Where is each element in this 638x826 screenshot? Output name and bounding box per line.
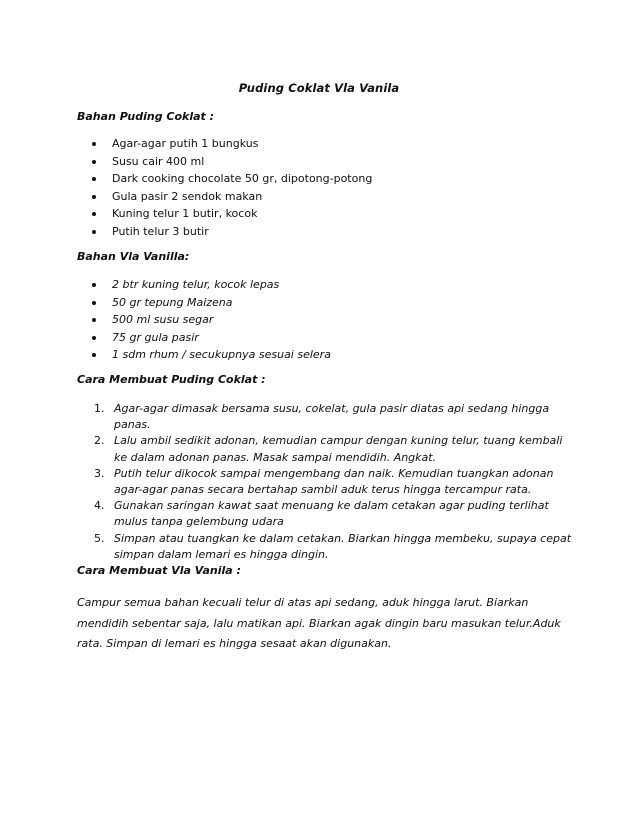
step-item	[94, 466, 574, 498]
step-item	[94, 433, 574, 465]
step-item	[94, 531, 574, 563]
step-text: Lalu ambil sedikit adonan, kemudian campur dengan kuning telur, tuang kembali ke dalam adonan panas. Masak sampai mendidih. Angkat.	[114, 434, 563, 464]
ingredient-list-puding	[92, 135, 372, 241]
list-item: 2 btr kuning telur, kocok lepas	[92, 276, 331, 294]
step-number: 1.	[94, 402, 105, 415]
heading-cara-puding: Cara Membuat Puding Coklat :	[77, 373, 266, 386]
list-item: Kuning telur 1 butir, kocok	[92, 205, 372, 223]
step-text: Agar-agar dimasak bersama susu, cokelat, gula pasir diatas api sedang hingga panas.	[114, 402, 550, 432]
paragraph-cara-vla: Campur semua bahan kecuali telur di atas api sedang, aduk hingga larut. Biarkan mendidih sebentar saja, lalu matikan api. Biarkan agak dingin baru masukan telur.Aduk rata. Simpan di lemari es hingga sesaat akan digunakan.	[77, 596, 561, 651]
list-item: 75 gr gula pasir	[92, 329, 331, 347]
step-item	[94, 401, 574, 433]
list-item: 1 sdm rhum / secukupnya sesuai selera	[92, 346, 331, 364]
list-item: Dark cooking chocolate 50 gr, dipotong-potong	[92, 170, 372, 188]
heading-cara-vla: Cara Membuat Vla Vanila :	[77, 564, 241, 577]
step-text: Simpan atau tuangkan ke dalam cetakan. Biarkan hingga membeku, supaya cepat simpan dalam lemari es hingga dingin.	[114, 531, 572, 561]
bullet-icon	[92, 160, 96, 164]
document-title: Puding Coklat Vla Vanila	[238, 81, 400, 95]
bullet-icon	[92, 283, 96, 287]
ingredient-list-vla	[92, 276, 331, 364]
list-item: 500 ml susu segar	[92, 311, 331, 329]
step-number: 5.	[94, 531, 105, 545]
heading-bahan-vla: Bahan Vla Vanilla:	[77, 250, 190, 263]
bullet-icon	[92, 301, 96, 305]
list-item: Putih telur 3 butir	[92, 223, 372, 241]
list-item: Agar-agar putih 1 bungkus	[92, 135, 372, 153]
bullet-icon	[92, 318, 96, 322]
bullet-icon	[92, 353, 96, 357]
step-item	[94, 498, 574, 530]
step-number: 4.	[94, 499, 105, 513]
list-item: Susu cair 400 ml	[92, 153, 372, 171]
steps-list-puding	[94, 401, 574, 563]
step-number: 2.	[94, 434, 105, 448]
step-text: Putih telur dikocok sampai mengembang dan naik. Kemudian tuangkan adonan agar-agar panas secara bertahap sambil aduk terus hingga tercampur rata.	[114, 466, 554, 497]
step-text: Gunakan saringan kawat saat menuang ke dalam cetakan agar puding terlihat mulus tanpa gelembung udara	[114, 499, 549, 529]
bullet-icon	[92, 336, 96, 340]
list-item: Gula pasir 2 sendok makan	[92, 188, 372, 206]
step-number: 3.	[94, 466, 105, 480]
heading-bahan-puding: Bahan Puding Coklat :	[77, 110, 215, 123]
bullet-icon	[92, 212, 96, 216]
list-item: 50 gr tepung Maizena	[92, 294, 331, 312]
bullet-icon	[92, 142, 96, 146]
bullet-icon	[92, 195, 96, 199]
bullet-icon	[92, 177, 96, 181]
bullet-icon	[92, 230, 96, 234]
